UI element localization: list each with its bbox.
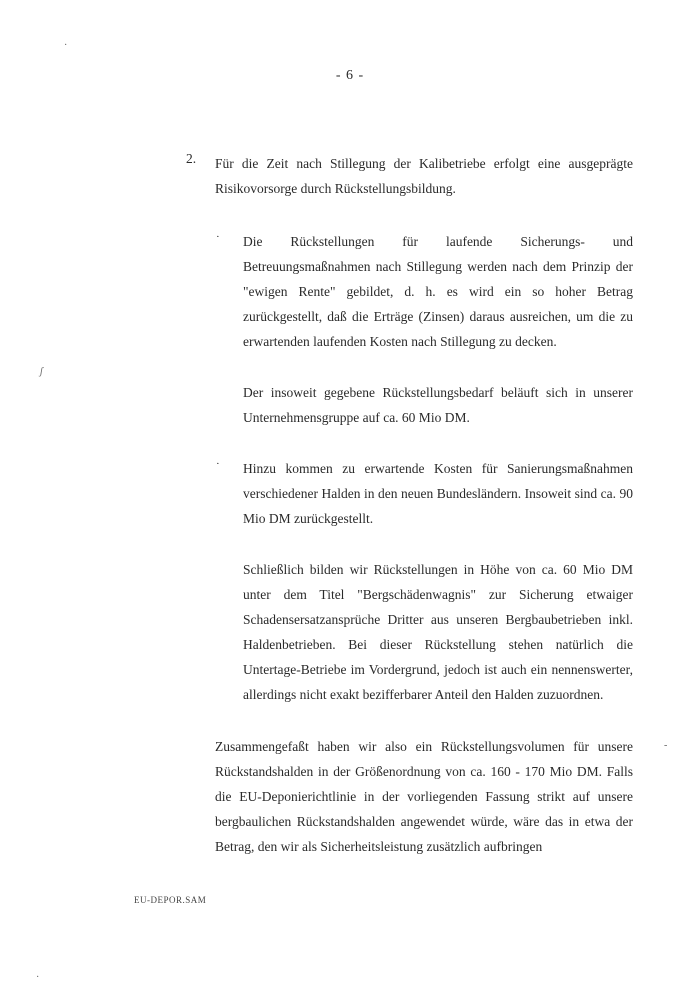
bullet-followup: Schließlich bilden wir Rückstellungen in Höhe von ca. 60 Mio DM unter dem Titel "Bergschädenwagnis" zur Sicherung etwaiger Schadensersatzansprüche Dritter aus unseren Bergbaubetrieben inkl. Haldenbetrieben. Bei dieser Rückstellung stehen natürlich die Untertage-Betriebe im Vordergrund, jedoch ist auch ein nennenswerter, allerdings nicht exakt bezifferbarer Anteil den Halden zuzuordnen. (243, 562, 633, 702)
footer-filename: EU-DEPOR.SAM (134, 895, 207, 905)
scan-speck: · (36, 972, 40, 983)
bullet-marker: · (216, 231, 220, 243)
summary-paragraph: Zusammengefaßt haben wir also ein Rückstellungsvolumen für unsere Rückstandshalden in der Größenordnung von ca. 160 - 170 Mio DM. Falls die EU-Deponierichtlinie in der vorliegenden Fassung strikt auf unsere bergbaulichen Rückstandshalden angewendet würde, wäre das in etwa der Betrag, den wir als Sicherheitsleistung zusätzlich aufbringen (215, 739, 633, 854)
bullet-text: Die Rückstellungen für laufende Sicherungs- und Betreuungsmaßnahmen nach Stillegung werden nach dem Prinzip der "ewigen Rente" gebildet, d. h. es wird ein so hoher Betrag zurückgestellt, daß die Erträge (Zinsen) daraus ausreichen, um die zu erwartenden laufenden Kosten nach Stillegung zu decken. (243, 234, 633, 349)
bullet-text: Hinzu kommen zu erwartende Kosten für Sanierungsmaßnahmen verschiedener Halden in den neuen Bundesländern. Insoweit sind ca. 90 Mio DM zurückgestellt. (243, 461, 633, 526)
page-number: - 6 - (335, 68, 365, 83)
section-text: Für die Zeit nach Stillegung der Kalibetriebe erfolgt eine ausgeprägte Risikovorsorge durch Rückstellungsbildung. (215, 156, 633, 196)
scan-speck: - (664, 740, 668, 751)
scan-speck: ʃ (40, 366, 43, 377)
bullet-followup: Der insoweit gegebene Rückstellungsbedarf beläuft sich in unserer Unternehmensgruppe auf ca. 60 Mio DM. (243, 385, 633, 425)
bullet-marker: · (216, 458, 220, 470)
scan-speck: · (64, 40, 68, 51)
section-number: 2. (186, 151, 197, 166)
